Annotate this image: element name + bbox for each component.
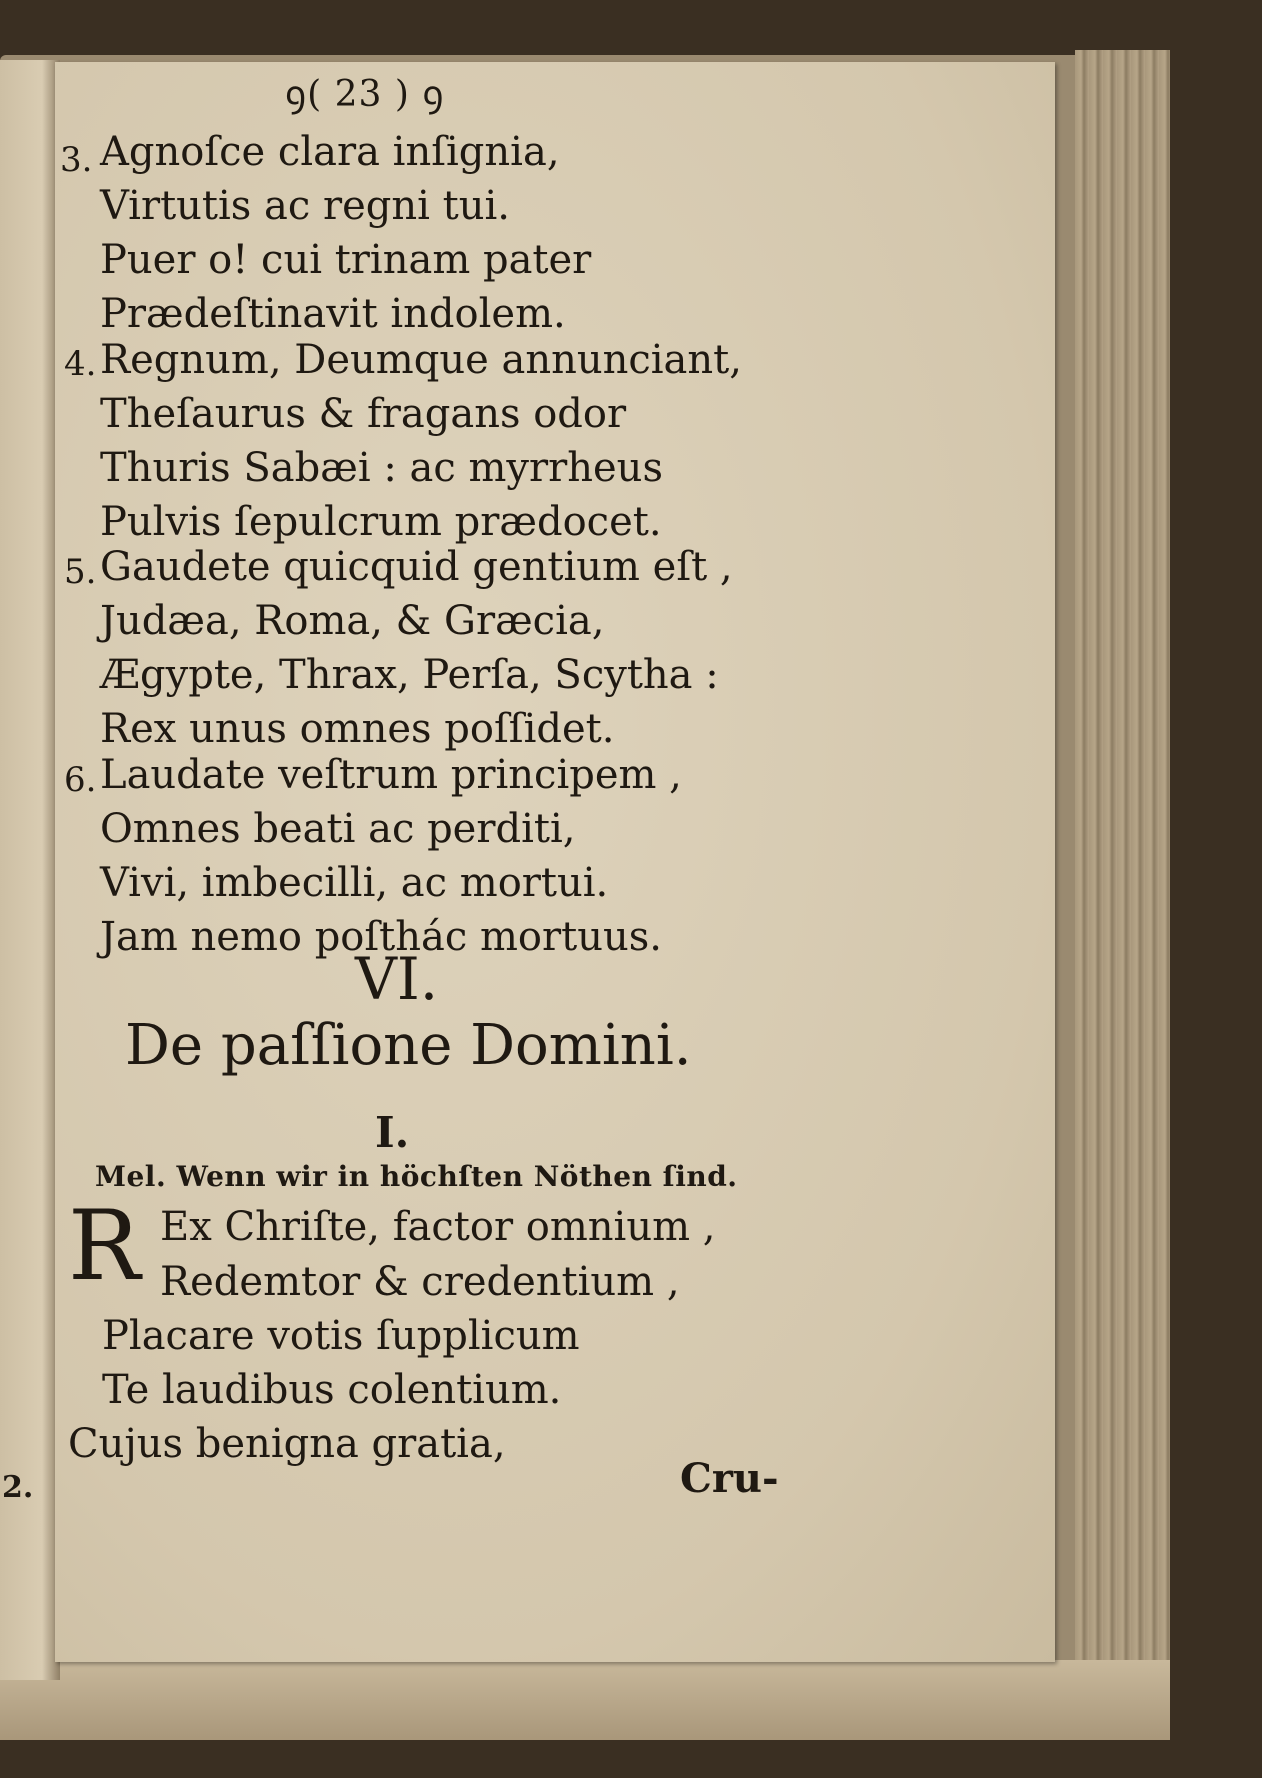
verse-line: Judæa, Roma, & Græcia, xyxy=(100,598,605,644)
page-header: ꝯ( 23 ) ꝯ xyxy=(285,74,445,115)
hymn-line: Placare votis ſupplicum xyxy=(102,1313,580,1359)
verse-line: Puer o! cui trinam pater xyxy=(100,237,592,283)
verse-line: Virtutis ac regni tui. xyxy=(100,183,511,229)
section-title: De paſſione Domini. xyxy=(125,1013,692,1078)
hymn-line: Te laudibus colentium. xyxy=(102,1367,562,1413)
verse-line: Thuris Sabæi : ac myrrheus xyxy=(100,445,663,491)
left-page-edge xyxy=(0,60,60,1680)
verse-line: Jam nemo poſthác mortuus. xyxy=(100,914,662,960)
verse-line: Agnoſce clara inſignia, xyxy=(100,129,560,175)
catchword: Cru- xyxy=(680,1455,779,1502)
hymn-line: Redemtor & credentium , xyxy=(160,1259,680,1305)
verse-line: Pulvis ſepulcrum prædocet. xyxy=(100,499,662,545)
verse-line: Ægypte, Thrax, Perſa, Scytha : xyxy=(100,652,719,698)
left-page-number: 2. xyxy=(2,1470,34,1505)
melody-line: Mel. Wenn wir in höchſten Nöthen ſind. xyxy=(95,1160,738,1193)
verse-number-6: 6. xyxy=(64,760,97,800)
page-stack-edge xyxy=(1075,50,1170,1690)
section-numeral: VI. xyxy=(355,945,439,1013)
verse-line: Laudate veſtrum principem , xyxy=(100,752,682,798)
hymn-line: Ex Chriſte, factor omnium , xyxy=(160,1204,716,1250)
verse-line: Rex unus omnes poſſidet. xyxy=(100,706,615,752)
verse-number-4: 4. xyxy=(64,344,97,384)
hymn-number: I. xyxy=(375,1108,410,1157)
verse-line: Omnes beati ac perditi, xyxy=(100,806,576,852)
verse-line: Gaudete quicquid gentium eſt , xyxy=(100,544,733,590)
verse-number-3: 3. xyxy=(60,140,93,180)
bottom-page-edge xyxy=(0,1660,1170,1740)
verse-line: Regnum, Deumque annunciant, xyxy=(100,337,742,383)
drop-cap: R xyxy=(68,1190,141,1302)
verse-line: Theſaurus & fragans odor xyxy=(100,391,627,437)
verse-line: Prædeſtinavit indolem. xyxy=(100,291,566,337)
verse-number-5: 5. xyxy=(64,552,97,592)
verse-line: Vivi, imbecilli, ac mortui. xyxy=(100,860,609,906)
hymn-line: Cujus benigna gratia, xyxy=(68,1421,506,1467)
